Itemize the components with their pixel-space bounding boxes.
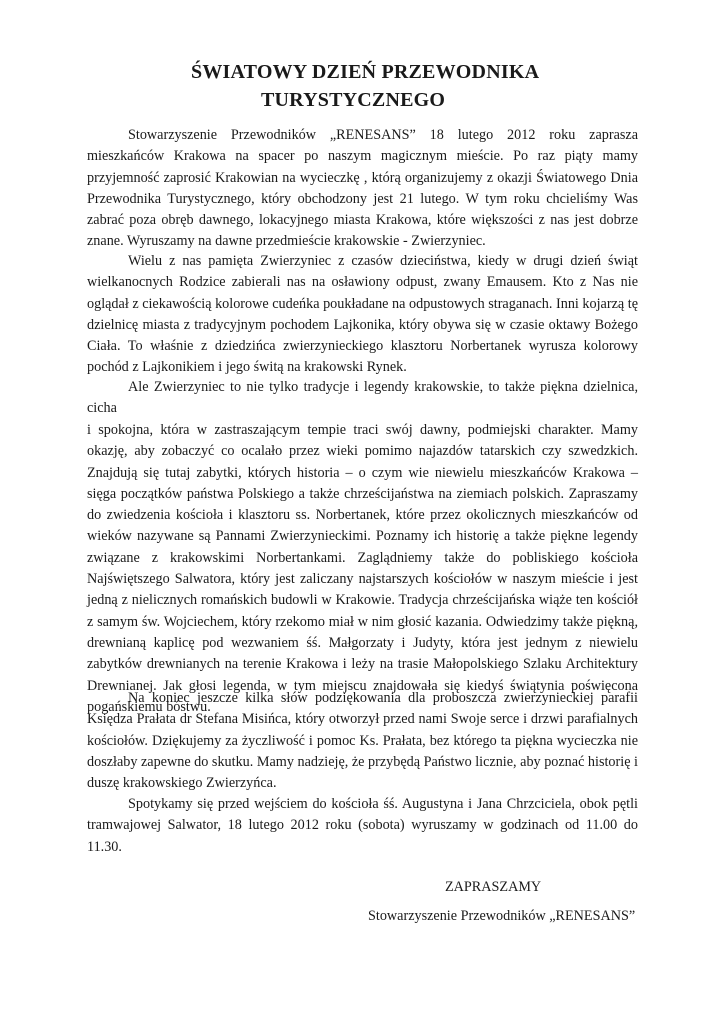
closing-invite: ZAPRASZAMY: [445, 879, 542, 895]
paragraph-district-intro: Ale Zwierzyniec to nie tylko tradycje i legendy krakowskie, to także piękna dzielnica, cicha: [87, 379, 638, 417]
paragraph-memories: Wielu z nas pamięta Zwierzyniec z czasów dzieciństwa, kiedy w drugi dzień świąt wielkanocnych Rodzice zabierali nas na osławiony odpust, zwany Emausem. Kto z Nas nie oglądał z ciekawością kolorowe cudeńka poukładane na odpustowych straganach. Inni kojarzą tę dzielnicę miasta z tradycyjnym pochodem Lajkonika, który obywa się w czasie oktawy Bożego Ciała. To właśnie z dziedzińca zwierzynieckiego klasztoru Norbertanek wyrusza kolorowy pochód z Lajkonikiem i jego świtą na krakowski Rynek.: [87, 253, 638, 376]
paragraph-meeting-point: Spotykamy się przed wejściem do kościoła śś. Augustyna i Jana Chrzciciela, obok pętli tramwajowej Salwator, 18 lutego 2012 roku (sobota) wyruszamy w godzinach od 11.00 do 11.30.: [87, 796, 638, 855]
paragraph-monuments: i spokojna, która w zastraszającym tempie traci swój dawny, podmiejski charakter. Mamy okazję, aby zobaczyć co ocalało przez wieki pomimo najazdów tatarskich czy szwedzkich. Znajdują się tutaj zabytki, których historia – o czym wie niewielu mieszkańców Krakowa – sięga początków państwa Polskiego a także chrześcijaństwa na ziemiach polskich. Zapraszamy do zwiedzenia kościoła i klasztoru ss. Norbertanek, które przez okolicznych mieszkańców od wieków nazywane są Pannami Zwierzynieckimi. Poznamy ich historię a także piękne legendy związane z krakowskimi Norbertankami. Zaglądniemy także do pobliskiego kościoła Najświętszego Salwatora, który jest zaliczany najstarszych kościołów w naszym mieście i jest jedną z nielicznych romańskich budowli w Krakowie. Tradycja chrześcijańska wiąże ten kościół z samym św. Wojciechem, który rzekomo miał w nim głosić kazania. Odwiedzimy także piękną, drewnianą kaplicę pod wezwaniem śś. Małgorzaty i Judyty, która jest jednym z niewielu zabytków drewnianych na terenie Krakowa i leży na trasie Małopolskiego Szlaku Architektury Drewnianej. Jak głosi legenda, w tym miejscu znajdowała się kiedyś świątynia poświęcona pogańskiemu bóstwu.: [87, 422, 638, 715]
document-title-line-1: ŚWIATOWY DZIEŃ PRZEWODNIKA: [191, 61, 540, 83]
document-title-line-2: TURYSTYCZNEGO: [261, 89, 446, 111]
signature-organization: Stowarzyszenie Przewodników „RENESANS”: [368, 908, 636, 924]
paragraph-invitation: Stowarzyszenie Przewodników „RENESANS” 18 lutego 2012 roku zaprasza mieszkańców Krakowa na spacer po naszym magicznym mieście. Po raz piąty mamy przyjemność zaprosić Krakowian na wycieczkę , którą organizujemy z okazji Światowego Dnia Przewodnika Turystycznego, który obchodzony jest 21 lutego. W tym roku chcieliśmy Was zabrać poza obręb dawnego, lokacyjnego miasta Krakowa, które większości z nas jest dobrze znane. Wyruszamy na dawne przedmieście krakowskie - Zwierzyniec.: [87, 127, 638, 250]
paragraph-thanks: Na koniec jeszcze kilka słów podziękowania dla proboszcza zwierzynieckiej parafii Księdza Prałata dr Stefana Misińca, który otworzył przed nami Swoje serce i drzwi parafialnych kościołów. Dziękujemy za życzliwość i pomoc Ks. Prałata, bez którego ta piękna wycieczka nie doszłaby zapewne do skutku. Mamy nadzieję, że przybędą Państwo licznie, aby poznać historię i duszę krakowskiego Zwierzyńca.: [87, 690, 638, 792]
